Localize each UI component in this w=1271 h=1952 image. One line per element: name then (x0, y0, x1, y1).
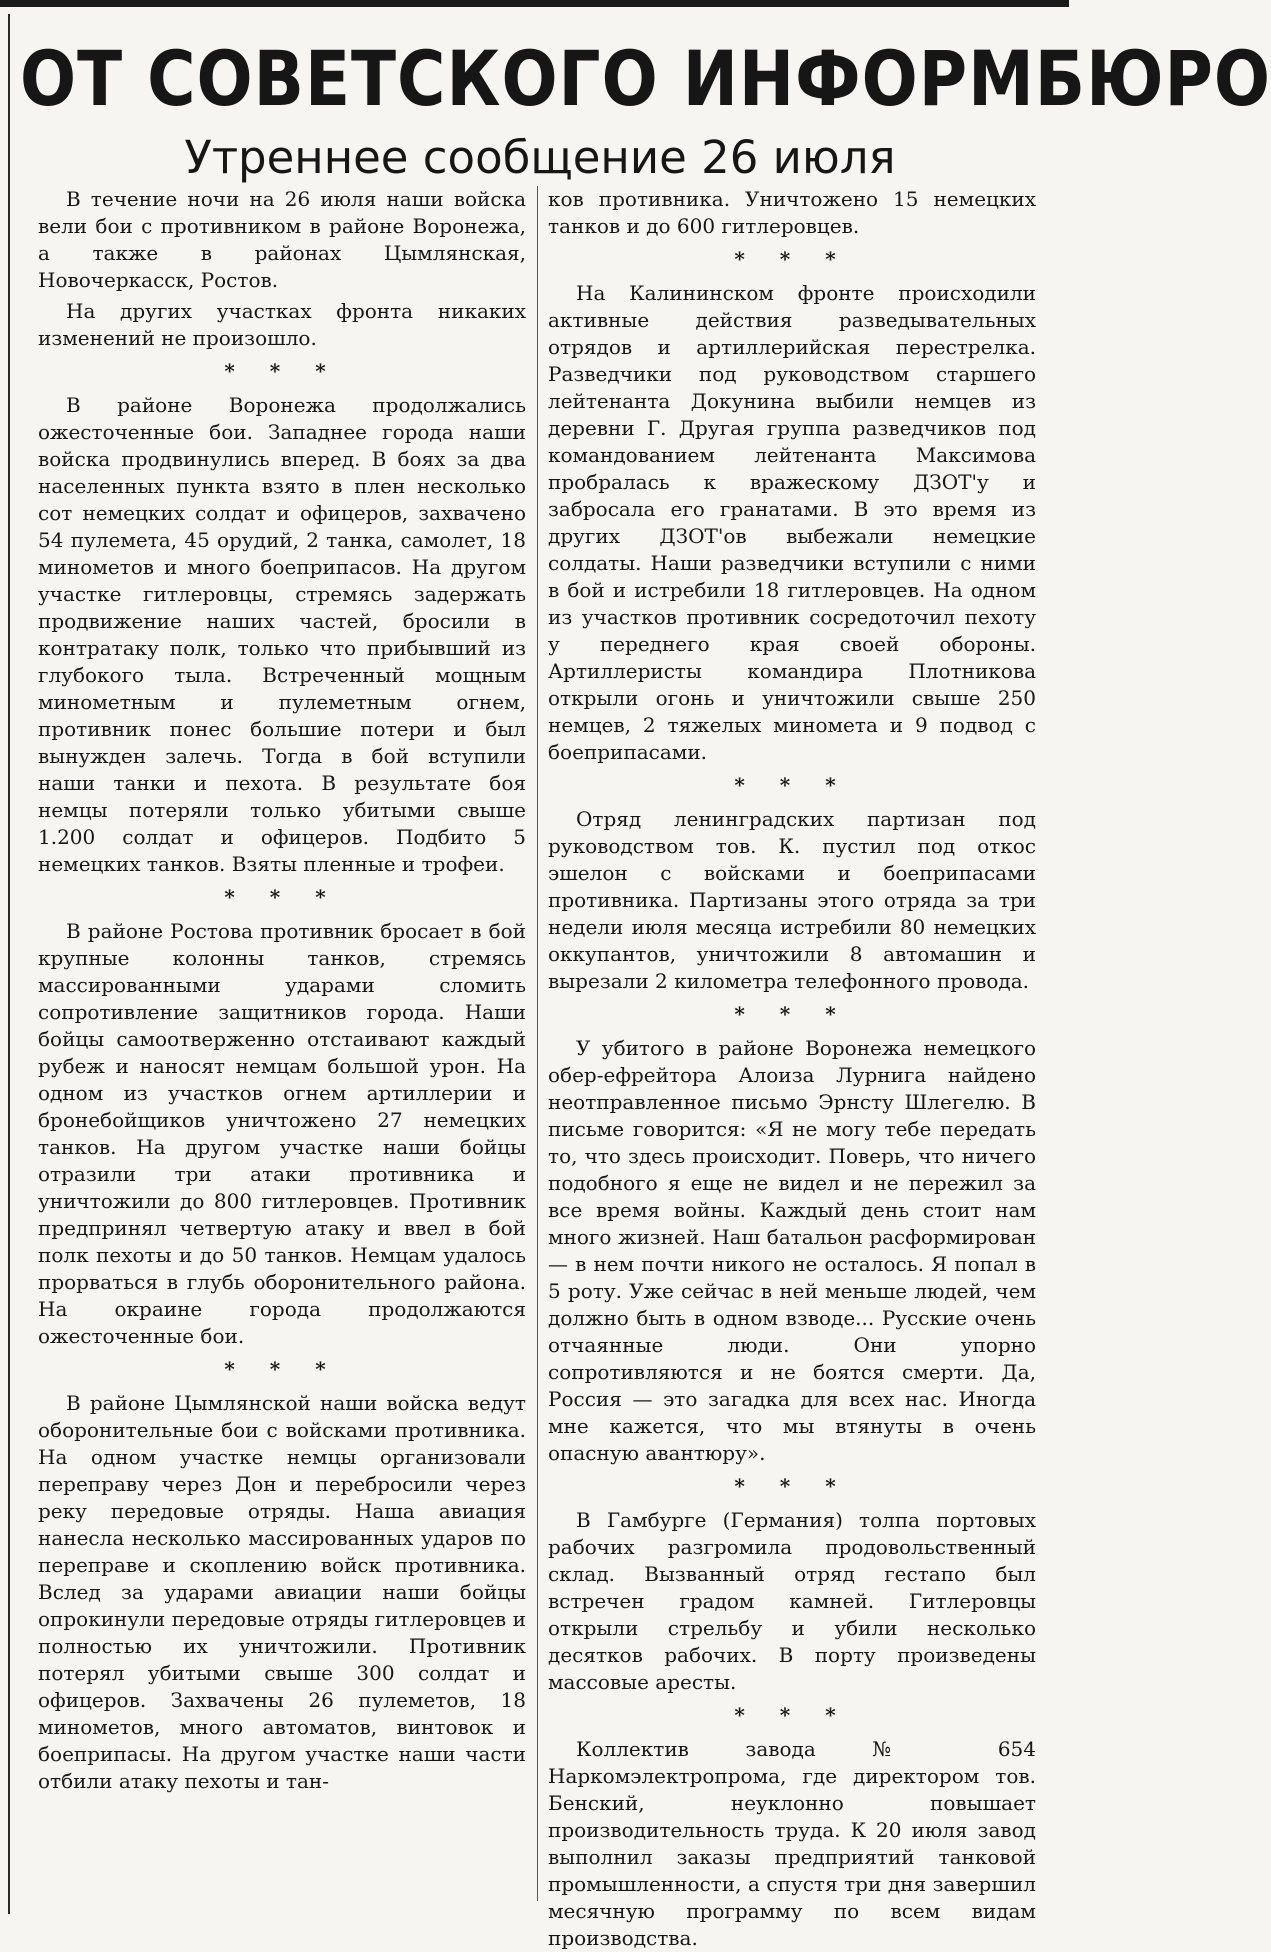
section-separator: * * * (224, 885, 340, 909)
article-paragraph: В районе Ростова противник бросает в бой крупные колонны танков, стремясь массированными ударами сломить сопротивление защитников города. Наши бойцы самоотверженно отстаивают каждый рубеж и наносят немцам большой урон. На одном из участков огнем артиллерии и бронебойщиков уничтожено 27 немецких танков. На другом участке наши бойцы отразили три атаки противника и уничтожили до 800 гитлеровцев. Противник предпринял четвертую атаку и ввел в бой полк пехоты и до 50 танков. Немцам удалось прорваться в глубь оборонительного района. На окраине города продолжаются ожесточенные бои. (38, 919, 526, 1348)
article-paragraph: В районе Цымлянской наши войска ведут оборонительные бои с войсками противника. На одном участке немцы организовали переправу через Дон и перебросили через реку передовые отряды. Наша авиация нанесла несколько массированных ударов по переправе и скоплению войск противника. Вслед за ударами авиации наши бойцы опрокинули передовые отряды гитлеровцев и полностью их уничтожили. Противник потерял убитыми свыше 300 солдат и офицеров. Захвачены 26 пулеметов, 18 минометов, много автоматов, винтовок и боеприпасы. На другом участке наши части отбили атаку пехоты и тан- (38, 1391, 526, 1793)
article-paragraph: На Калининском фронте происходили активные действия разведывательных отрядов и артиллерийская перестрелка. Разведчики под руководством старшего лейтенанта Докунина выбили немцев из деревни Г. Другая группа разведчиков под командованием лейтенанта Максимова пробралась к вражескому ДЗОТ'у и забросала его гранатами. В это время из других ДЗОТ'ов выбежали немецкие солдаты. Наши разведчики вступили с ними в бой и истребили 18 гитлеровцев. На одном из участков противник сосредоточил пехоту у переднего края своей обороны. Артиллеристы командира Плотникова открыли огонь и уничтожили свыше 250 немцев, 2 тяжелых миномета и 9 подвод с боеприпасами. (548, 281, 1036, 764)
left-border-rule (8, 14, 10, 1914)
article-paragraph: На других участках фронта никаких изменений не произошло. (38, 299, 526, 350)
article-paragraph: Отряд ленинградских партизан под руководством тов. К. пустил под откос эшелон с войсками и боеприпасами противника. Партизаны этого отряда за три недели июля месяца истребили 80 немецких оккупантов, уничтожили 8 автомашин и вырезали 2 километра телефонного провода. (548, 807, 1036, 993)
right-column (548, 186, 1036, 1950)
article-paragraph-continued: ков противника. Уничтожено 15 немецких танков и до 600 гитлеровцев. (548, 187, 1036, 238)
section-separator: * * * (224, 359, 340, 383)
column-divider (537, 186, 538, 1901)
page-title: ОТ СОВЕТСКОГО ИНФОРМБЮРО (20, 34, 1271, 124)
article-paragraph: Коллектив завода № 654 Наркомэлектропрома, где директором тов. Бенский, неуклонно повышает производительность труда. К 20 июля завод выполнил заказы предприятий танковой промышленности, а спустя три дня завершил месячную программу по всем видам производства. (548, 1737, 1036, 1950)
left-column (38, 186, 526, 1911)
article-paragraph: В течение ночи на 26 июля наши войска вели бои с противником в районе Воронежа, а также в районах Цымлянская, Новочеркасск, Ростов. (38, 187, 526, 292)
article-paragraph: В Гамбурге (Германия) толпа портовых рабочих разгромила продовольственный склад. Вызванный отряд гестапо был встречен градом камней. Гитлеровцы открыли стрельбу и убили несколько десятков рабочих. В порту произведены массовые аресты. (548, 1508, 1036, 1694)
article-paragraph: В районе Воронежа продолжались ожесточенные бои. Западнее города наши войска продвинулись вперед. В боях за два населенных пункта взято в плен несколько сот немецких солдат и офицеров, захвачено 54 пулемета, 45 орудий, 2 танка, самолет, 18 минометов и много боеприпасов. На другом участке гитлеровцы, стремясь задержать продвижение наших частей, бросили в контратаку полк, только что прибывший из глубокого тыла. Встреченный мощным минометным и пулеметным огнем, противник понес большие потери и был вынужден залечь. Тогда в бой вступили наши танки и пехота. В результате боя немцы потеряли только убитыми свыше 1.200 солдат и офицеров. Подбито 5 немецких танков. Взяты пленные и трофеи. (38, 393, 526, 876)
section-separator: * * * (734, 247, 850, 271)
section-separator: * * * (734, 1474, 850, 1498)
top-border-rule (0, 0, 1069, 7)
section-separator: * * * (734, 1002, 850, 1026)
article-paragraph: У убитого в районе Воронежа немецкого обер-ефрейтора Алоиза Лурнига найдено неотправленное письмо Эрнсту Шлегелю. В письме говорится: «Я не могу тебе передать то, что здесь происходит. Поверь, что ничего подобного я еще не видел и не пережил за все время войны. Каждый день стоит нам много жизней. Наш батальон расформирован — в нем почти никого не осталось. Я попал в 5 роту. Уже сейчас в ней меньше людей, чем должно быть в одном взводе... Русские очень отчаянные люди. Они упорно сопротивляются и не боятся смерти. Да, Россия — это загадка для всех нас. Иногда мне кажется, что мы втянуты в очень опасную авантюру». (548, 1036, 1036, 1465)
page-subtitle: Утреннее сообщение 26 июля (184, 131, 896, 184)
section-separator: * * * (734, 773, 850, 797)
section-separator: * * * (734, 1703, 850, 1727)
section-separator: * * * (224, 1357, 340, 1381)
